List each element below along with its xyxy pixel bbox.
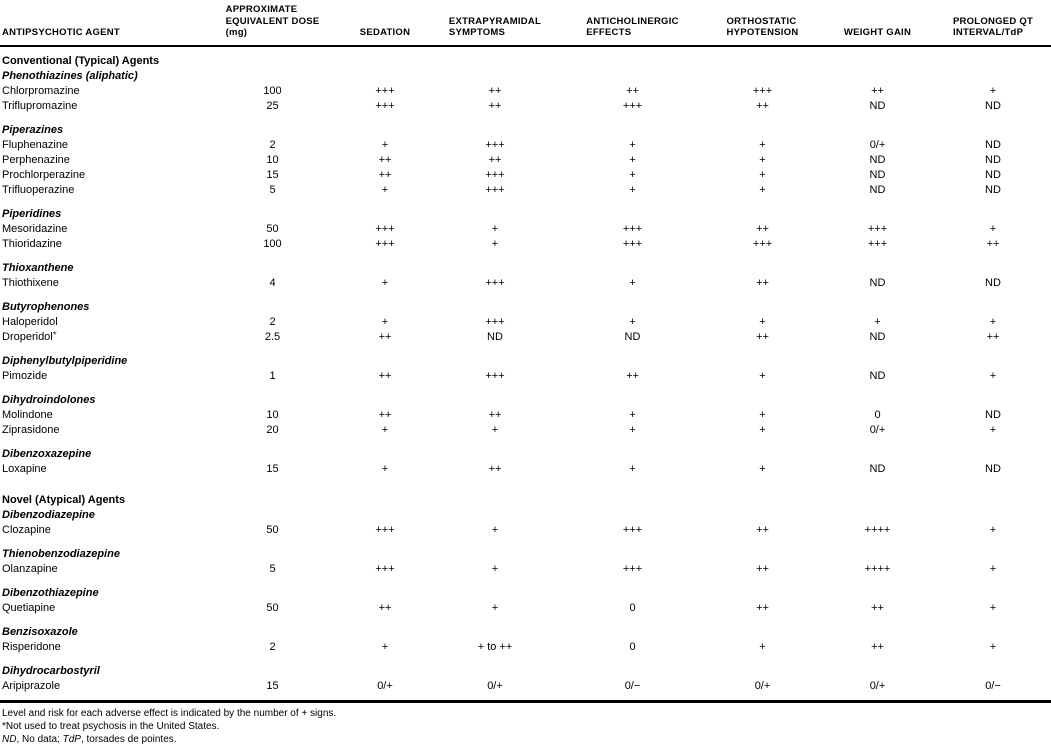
header-line: (mg) [225, 27, 248, 38]
cell-orthostatic: + [759, 183, 766, 196]
cell-orthostatic: + [759, 640, 766, 653]
cell-sedation: + [381, 462, 389, 475]
cell-dose: 50 [266, 222, 279, 235]
cell-weight-gain: 0/+ [869, 138, 886, 151]
cell-weight-gain: ++++ [864, 562, 891, 575]
cell-weight-gain: ND [869, 99, 886, 112]
header-line: SEDATION [359, 27, 411, 38]
cell-weight-gain: ++++ [864, 523, 891, 536]
cell-sedation: + [381, 640, 389, 653]
agent-name: Risperidone [2, 640, 61, 653]
table-row [0, 237, 1051, 252]
agent-name: Ziprasidone [2, 423, 60, 436]
cell-qt-interval: ND [985, 462, 1001, 475]
cell-sedation: ++ [378, 330, 392, 343]
subgroup-title: Benzisoxazole [2, 625, 78, 638]
column-header-sedation [340, 27, 430, 39]
agent-cell [0, 183, 205, 198]
agent-cell [0, 408, 205, 423]
cell-qt-interval: ND [985, 99, 1001, 112]
agent-cell [0, 523, 205, 538]
subgroup-title: Dibenzodiazepine [2, 508, 95, 521]
agent-name: Trifluoperazine [2, 183, 75, 196]
cell-anticholinergic: +++ [622, 562, 643, 575]
cell-weight-gain: ND [869, 168, 886, 181]
column-header-weight-gain [820, 27, 935, 39]
agent-subgroup [0, 207, 1051, 252]
subgroup-title: Diphenylbutylpiperidine [2, 354, 128, 367]
cell-anticholinergic: + [629, 462, 636, 475]
agent-subgroup [0, 354, 1051, 384]
table-row [0, 315, 1051, 330]
agent-cell [0, 423, 205, 438]
agent-name: Olanzapine [2, 562, 58, 575]
cell-qt-interval: ND [985, 153, 1001, 166]
table-header-row [0, 0, 1051, 47]
cell-anticholinergic: +++ [622, 222, 643, 235]
cell-weight-gain: ND [869, 276, 886, 289]
cell-sedation: +++ [375, 84, 395, 97]
cell-orthostatic: 0/+ [754, 679, 771, 692]
agent-cell [0, 315, 205, 330]
header-line: EQUIVALENT DOSE [225, 15, 320, 27]
cell-anticholinergic: ++ [626, 369, 639, 382]
cell-dose: 100 [263, 84, 282, 97]
agent-name: Triflupromazine [2, 99, 78, 112]
agent-subgroup [0, 664, 1051, 694]
cell-anticholinergic: + [629, 408, 636, 421]
cell-anticholinergic: + [629, 315, 636, 328]
group-title: Conventional (Typical) Agents [2, 54, 160, 67]
agent-subgroup [0, 393, 1051, 438]
agent-subgroup [0, 261, 1051, 291]
cell-eps: +++ [485, 168, 505, 181]
cell-sedation: +++ [375, 222, 395, 235]
agent-cell [0, 369, 205, 384]
cell-eps: + to ++ [477, 640, 513, 653]
agent-name: Fluphenazine [2, 138, 69, 151]
footnote-text: , No data; [16, 733, 63, 745]
cell-qt-interval: + [989, 601, 997, 614]
cell-sedation: + [381, 276, 389, 289]
cell-anticholinergic: +++ [622, 99, 643, 112]
agent-name: Mesoridazine [2, 222, 68, 235]
table-row [0, 601, 1051, 616]
footnote-text: , torsades de pointes. [80, 733, 177, 745]
agent-name: Thiothixene [2, 276, 59, 289]
agent-cell [0, 168, 205, 183]
cell-sedation: + [381, 183, 389, 196]
cell-dose: 50 [266, 523, 279, 536]
cell-orthostatic: + [759, 369, 766, 382]
cell-weight-gain: ++ [871, 601, 884, 614]
subgroup-title: Dihydrocarbostyril [2, 664, 100, 677]
header-line: ORTHOSTATIC [726, 15, 797, 27]
agent-cell [0, 138, 205, 153]
agent-cell [0, 237, 205, 252]
footnote-text: ND [2, 733, 17, 745]
cell-anticholinergic: 0 [629, 640, 636, 653]
cell-sedation: ++ [378, 369, 392, 382]
subgroup-title: Butyrophenones [2, 300, 90, 313]
cell-dose: 5 [269, 183, 276, 196]
footnote-text: TdP [62, 733, 81, 745]
cell-dose: 4 [269, 276, 276, 289]
cell-anticholinergic: ND [624, 330, 641, 343]
subgroup-title: Dibenzoxazepine [2, 447, 92, 460]
table-row [0, 153, 1051, 168]
agent-subgroup [0, 447, 1051, 477]
cell-eps: ++ [488, 99, 502, 112]
cell-dose: 2 [269, 138, 276, 151]
cell-weight-gain: ++ [871, 640, 884, 653]
cell-weight-gain: 0/+ [869, 679, 886, 692]
column-header-text [586, 16, 678, 39]
cell-qt-interval: + [989, 315, 997, 328]
cell-eps: + [491, 601, 499, 614]
cell-qt-interval: ND [985, 408, 1001, 421]
footnote [2, 707, 1051, 720]
cell-qt-interval: ++ [986, 237, 1000, 250]
table-row [0, 183, 1051, 198]
cell-weight-gain: ND [869, 153, 886, 166]
cell-anticholinergic: + [629, 423, 636, 436]
cell-eps: ++ [488, 153, 502, 166]
cell-anticholinergic: + [629, 276, 636, 289]
footnotes [0, 703, 1051, 746]
cell-qt-interval: + [989, 640, 997, 653]
cell-eps: + [491, 237, 499, 250]
agent-cell [0, 640, 205, 655]
cell-eps: ND [487, 330, 503, 343]
agent-cell [0, 276, 205, 291]
cell-eps: +++ [485, 315, 505, 328]
agent-name: Prochlorperazine [2, 168, 86, 181]
agent-cell [0, 222, 205, 237]
table-row [0, 222, 1051, 237]
column-header-anticholinergic [560, 16, 705, 39]
agent-cell [0, 601, 205, 616]
cell-qt-interval: ND [985, 138, 1001, 151]
agent-name: Aripiprazole [2, 679, 61, 692]
agent-cell [0, 330, 205, 345]
cell-eps: +++ [485, 369, 505, 382]
cell-anticholinergic: ++ [626, 84, 639, 97]
agent-cell [0, 84, 205, 99]
cell-qt-interval: + [989, 369, 997, 382]
agent-subgroup [0, 69, 1051, 114]
agent-name: Chlorpromazine [2, 84, 80, 97]
agent-name: Clozapine [2, 523, 51, 536]
column-header-dose [205, 4, 340, 39]
cell-weight-gain: ND [869, 369, 886, 382]
cell-orthostatic: ++ [756, 222, 769, 235]
subgroup-title: Piperidines [2, 207, 62, 220]
agent-name: Loxapine [2, 462, 47, 475]
table-row [0, 523, 1051, 538]
agent-subgroup [0, 123, 1051, 198]
footnote [2, 720, 1051, 733]
table-row [0, 562, 1051, 577]
cell-eps: ++ [488, 462, 502, 475]
cell-dose: 25 [266, 99, 279, 112]
header-line: ANTIPSYCHOTIC AGENT [2, 27, 120, 38]
cell-qt-interval: ++ [986, 330, 1000, 343]
agent-subgroup [0, 508, 1051, 538]
cell-orthostatic: ++ [756, 523, 769, 536]
cell-eps: ++ [488, 408, 502, 421]
column-header-orthostatic [705, 16, 820, 39]
cell-dose: 2 [269, 315, 276, 328]
agent-cell [0, 562, 205, 577]
cell-sedation: +++ [375, 562, 395, 575]
cell-orthostatic: + [759, 315, 766, 328]
cell-orthostatic: ++ [756, 562, 769, 575]
cell-anticholinergic: +++ [622, 237, 643, 250]
header-line: INTERVAL/TdP [952, 27, 1024, 38]
cell-anticholinergic: + [629, 168, 636, 181]
cell-orthostatic: +++ [752, 237, 773, 250]
table-row [0, 423, 1051, 438]
cell-eps: +++ [485, 276, 505, 289]
cell-orthostatic: + [759, 408, 766, 421]
table-row [0, 168, 1051, 183]
cell-anticholinergic: 0 [629, 601, 636, 614]
header-line: EFFECTS [586, 27, 632, 38]
table-row [0, 138, 1051, 153]
cell-eps: 0/+ [487, 679, 503, 692]
cell-weight-gain: ND [869, 330, 886, 343]
group-title: Novel (Atypical) Agents [2, 493, 126, 506]
cell-orthostatic: + [759, 153, 766, 166]
table-row [0, 99, 1051, 114]
table-row [0, 84, 1051, 99]
cell-eps: + [491, 523, 499, 536]
cell-dose: 15 [266, 168, 279, 181]
table-row [0, 462, 1051, 477]
cell-orthostatic: ++ [756, 276, 769, 289]
cell-orthostatic: + [759, 423, 766, 436]
subgroup-title: Thioxanthene [2, 261, 74, 274]
cell-orthostatic: + [759, 168, 766, 181]
cell-sedation: ++ [378, 601, 392, 614]
agent-subgroup [0, 586, 1051, 616]
header-line: WEIGHT GAIN [843, 27, 912, 38]
column-header-text [360, 27, 410, 39]
cell-sedation: +++ [375, 99, 395, 112]
cell-weight-gain: +++ [867, 237, 888, 250]
cell-qt-interval: + [989, 523, 997, 536]
cell-weight-gain: ++ [871, 84, 884, 97]
cell-dose: 15 [266, 679, 279, 692]
footnote-marker: * [52, 329, 57, 341]
agent-name: Pimozide [2, 369, 48, 382]
cell-qt-interval: + [989, 84, 997, 97]
agent-cell [0, 99, 205, 114]
cell-dose: 20 [266, 423, 279, 436]
subgroup-title: Thienobenzodiazepine [2, 547, 120, 560]
cell-dose: 10 [266, 153, 279, 166]
cell-weight-gain: +++ [867, 222, 888, 235]
cell-dose: 100 [263, 237, 282, 250]
agent-name: Thioridazine [2, 237, 62, 250]
column-header-text [226, 4, 320, 39]
agent-name: Perphenazine [2, 153, 70, 166]
cell-sedation: +++ [375, 237, 395, 250]
cell-orthostatic: + [759, 138, 766, 151]
header-line: SYMPTOMS [448, 27, 506, 38]
cell-sedation: ++ [378, 168, 392, 181]
agent-name: Haloperidol [2, 315, 58, 328]
column-header-text [449, 16, 541, 39]
cell-qt-interval: 0/− [985, 679, 1001, 692]
agent-group [0, 493, 1051, 694]
cell-sedation: +++ [375, 523, 395, 536]
cell-dose: 15 [266, 462, 279, 475]
agent-cell [0, 462, 205, 477]
cell-anticholinergic: +++ [622, 523, 643, 536]
cell-dose: 1 [269, 369, 276, 382]
header-line: ANTICHOLINERGIC [586, 15, 679, 27]
cell-dose: 10 [266, 408, 279, 421]
cell-anticholinergic: + [629, 183, 636, 196]
table-row [0, 330, 1051, 345]
subgroup-title: Phenothiazines (aliphatic) [2, 69, 138, 82]
cell-eps: + [491, 222, 499, 235]
agent-cell [0, 679, 205, 694]
cell-qt-interval: + [989, 222, 997, 235]
cell-weight-gain: 0 [874, 408, 881, 421]
cell-sedation: + [381, 138, 389, 151]
cell-sedation: + [381, 315, 389, 328]
footnote [2, 733, 1051, 746]
column-header-text [844, 27, 911, 39]
column-header-qt-interval [935, 16, 1051, 39]
table-row [0, 408, 1051, 423]
column-header-text [953, 16, 1033, 39]
cell-eps: + [491, 562, 499, 575]
cell-eps: +++ [485, 138, 505, 151]
agent-subgroup [0, 300, 1051, 345]
cell-anticholinergic: 0/− [624, 679, 641, 692]
agent-subgroup [0, 547, 1051, 577]
cell-qt-interval: ND [985, 276, 1001, 289]
cell-sedation: + [381, 423, 389, 436]
cell-orthostatic: +++ [752, 84, 773, 97]
cell-dose: 2.5 [264, 330, 281, 343]
subgroup-title: Dibenzothiazepine [2, 586, 99, 599]
cell-orthostatic: ++ [756, 330, 769, 343]
column-header-text [727, 16, 799, 39]
cell-eps: + [491, 423, 499, 436]
table-row [0, 276, 1051, 291]
table-row [0, 679, 1051, 694]
header-line: EXTRAPYRAMIDAL [448, 15, 542, 27]
header-line: HYPOTENSION [726, 27, 799, 38]
cell-qt-interval: ND [985, 183, 1001, 196]
cell-qt-interval: + [989, 562, 997, 575]
cell-sedation: ++ [378, 408, 392, 421]
agent-cell [0, 153, 205, 168]
agent-subgroup [0, 625, 1051, 655]
agent-name: Molindone [2, 408, 53, 421]
agent-name: Quetiapine [2, 601, 56, 614]
column-header-agent [0, 27, 205, 39]
column-header-eps [430, 16, 560, 39]
cell-anticholinergic: + [629, 153, 636, 166]
footnote-text: Level and risk for each adverse effect is indicated by the number of + signs. [2, 707, 337, 719]
cell-anticholinergic: + [629, 138, 636, 151]
cell-qt-interval: ND [985, 168, 1001, 181]
cell-eps: ++ [488, 84, 502, 97]
cell-sedation: 0/+ [377, 679, 393, 692]
cell-dose: 50 [266, 601, 279, 614]
cell-weight-gain: ND [869, 462, 886, 475]
agent-name: Droperidol [2, 330, 53, 343]
cell-orthostatic: ++ [756, 99, 769, 112]
table-row [0, 640, 1051, 655]
table-body [0, 47, 1051, 694]
column-header-text [0, 27, 120, 39]
footnote-text: *Not used to treat psychosis in the United States. [2, 720, 220, 732]
subgroup-title: Piperazines [2, 123, 64, 136]
cell-weight-gain: 0/+ [869, 423, 886, 436]
header-line: APPROXIMATE [225, 4, 298, 15]
subgroup-title: Dihydroindolones [2, 393, 96, 406]
cell-orthostatic: + [759, 462, 766, 475]
cell-qt-interval: + [989, 423, 997, 436]
cell-orthostatic: ++ [756, 601, 769, 614]
cell-dose: 2 [269, 640, 276, 653]
agent-group [0, 54, 1051, 477]
cell-weight-gain: + [874, 315, 881, 328]
table-row [0, 369, 1051, 384]
cell-sedation: ++ [378, 153, 392, 166]
header-line: PROLONGED QT [952, 15, 1034, 27]
cell-weight-gain: ND [869, 183, 886, 196]
cell-dose: 5 [269, 562, 276, 575]
cell-eps: +++ [485, 183, 505, 196]
